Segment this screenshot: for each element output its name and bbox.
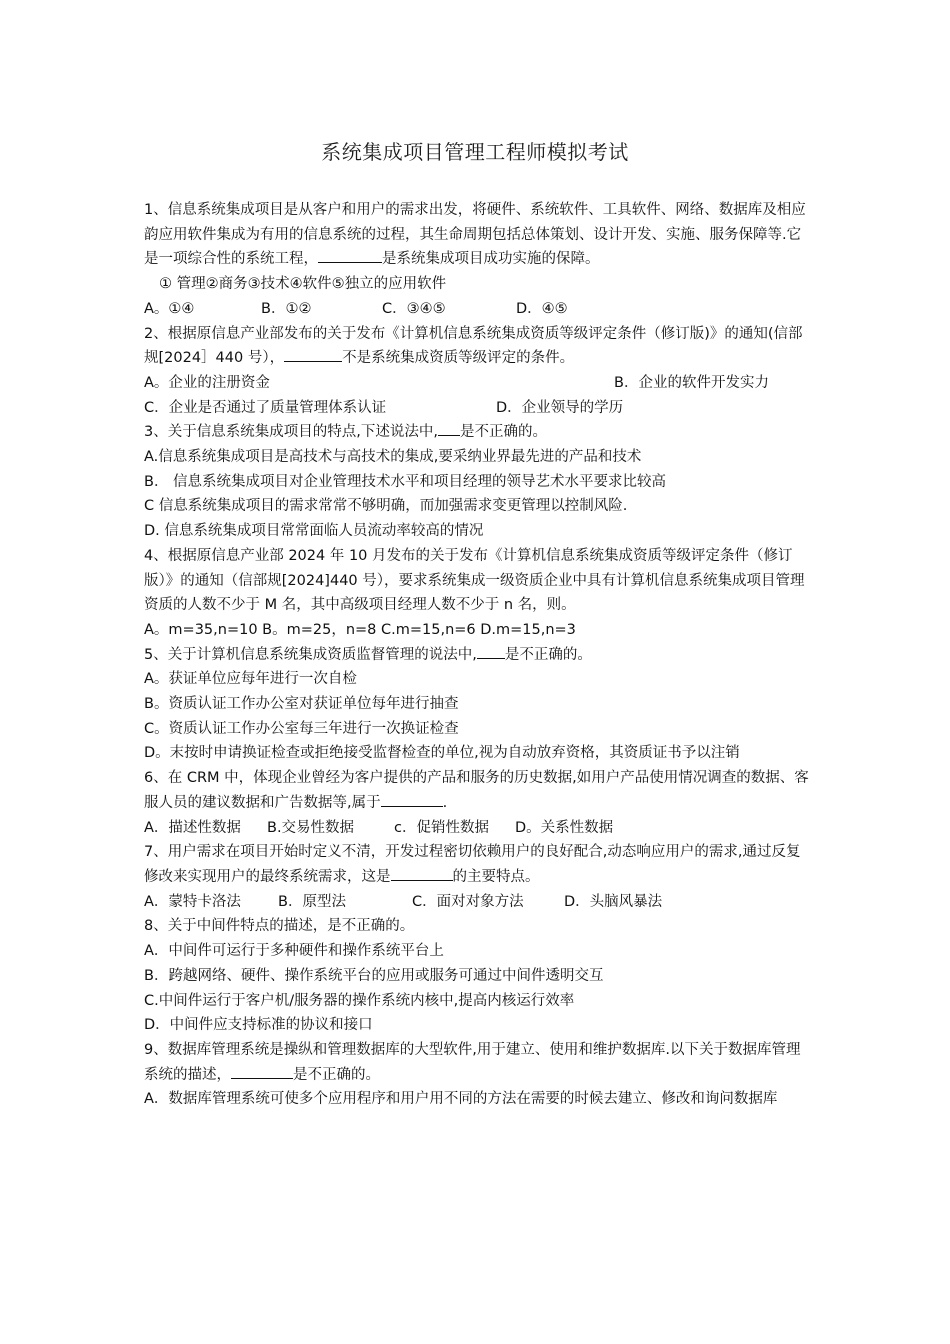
q9-option-a: A．数据库管理系统可使多个应用程序和用户用不同的方法在需要的时候去建立、修改和询问数据库 <box>144 1091 778 1108</box>
q3-stem-start: 3、关于信息系统集成项目的特点,下述说法中, <box>144 424 438 441</box>
q5-option-c: C。资质认证工作办公室每三年进行一次换证检查 <box>144 720 459 737</box>
q7-options <box>144 890 812 915</box>
q5-stem-start: 5、关于计算机信息系统集成资质监督管理的说法中, <box>144 646 477 663</box>
q3-option-b: B． 信息系统集成项目对企业管理技术水平和项目经理的领导艺术水平要求比较高 <box>144 473 667 490</box>
q5-option-d: D。末按时申请换证检查或拒绝接受监督检查的单位,视为自动放弃资格，其资质证书予以注销 <box>144 745 740 762</box>
q1-option-b: B．①② <box>261 300 312 317</box>
page-title: 系统集成项目管理工程师模拟考试 <box>321 140 629 164</box>
q3-stem-end: 是不正确的。 <box>459 424 547 441</box>
q1-option-c: C．③④⑤ <box>382 300 446 317</box>
question-9-stem <box>144 1038 812 1087</box>
q3-option-c: C 信息系统集成项目的需求常常不够明确，而加强需求变更管理以控制风险. <box>144 498 628 515</box>
q2-option-d: D．企业领导的学历 <box>496 399 624 416</box>
q1-option-d: D．④⑤ <box>516 300 568 317</box>
q6-option-d: D。关系性数据 <box>515 819 614 836</box>
question-7-stem <box>144 840 812 889</box>
q8-option-d: D．中间件应支持标准的协议和接口 <box>144 1017 373 1034</box>
question-5-stem <box>144 643 812 668</box>
q5-option-a: A。获证单位应每年进行一次自检 <box>144 671 357 688</box>
answer-blank <box>231 1064 293 1079</box>
q7-option-c: C．面对对象方法 <box>412 893 524 910</box>
q8-option-a: A．中间件可运行于多种硬件和操作系统平台上 <box>144 943 444 960</box>
question-4-stem: 4、根据原信息产业部 2024 年 10 月发布的关于发布《计算机信息系统集成资质等级评定条件（修订版）》的通知（信部规[2024]440 号），要求系统集成一级资质企业中具有计算机信息系统集成项目管理资质的人数不少于 M 名，其中高级项目经理人数不少于 n 名，则。 <box>144 547 805 614</box>
answer-blank <box>284 347 342 362</box>
question-2-stem <box>144 322 812 371</box>
q9-stem-end: 是不正确的。 <box>293 1066 380 1083</box>
q2-option-a: A。企业的注册资金 <box>144 374 270 391</box>
q1-options <box>144 297 812 322</box>
q6-option-a: A．描述性数据 <box>144 819 241 836</box>
q1-items: ① 管理②商务③技术④软件⑤独立的应用软件 <box>159 276 447 293</box>
q6-stem-end: . <box>442 794 448 811</box>
answer-blank <box>477 644 505 659</box>
q7-option-d: D．头脑风暴法 <box>564 893 663 910</box>
answer-blank <box>438 421 460 436</box>
q1-stem-start: 1、信息系统集成项目是从客户和用户的需求出发，将硬件、系统软件、工具软件、网络、数据库及相应韵应用软件集成为有用的信息系统的过程，其生命周期包括总体策划、设计开发、实施、服务保障等.它是一项综合性的系统工程， <box>144 202 806 268</box>
q7-option-b: B．原型法 <box>278 893 346 910</box>
q7-stem-start: 7、用户需求在项目开始时定义不清，开发过程密切依赖用户的良好配合,动态响应用户的需求,通过反复修改来实现用户的最终系统需求，这是 <box>144 844 801 885</box>
q2-stem-end: 不是系统集成资质等级评定的条件。 <box>342 350 575 367</box>
q1-option-a: A。①④ <box>144 300 195 317</box>
q2-stem-start: 2、根据原信息产业部发布的关于发布《计算机信息系统集成资质等级评定条件（修订版)》的通知(信部规[2024］440 号）， <box>144 325 803 367</box>
q1-stem-end: 是系统集成项目成功实施的保障。 <box>382 251 600 268</box>
q2-option-b: B．企业的软件开发实力 <box>614 374 769 391</box>
q3-option-d: D. 信息系统集成项目常常面临人员流动率较高的情况 <box>144 523 484 540</box>
answer-blank <box>381 792 443 807</box>
q9-stem-start: 9、数据库管理系统是操纵和管理数据库的大型软件,用于建立、使用和维护数据库.以下关于数据库管理系统的描述， <box>144 1041 801 1083</box>
q4-options: A。m=35,n=10 B。m=25，n=8 C.m=15,n=6 D.m=15,n=3 <box>144 621 576 638</box>
q5-option-b: B。资质认证工作办公室对获证单位每年进行抽查 <box>144 696 459 713</box>
question-8-stem: 8、关于中间件特点的描述，是不正确的。 <box>144 918 415 935</box>
q8-option-b: B．跨越网络、硬件、操作系统平台的应用或服务可通过中间件透明交互 <box>144 967 604 984</box>
q6-option-b: B.交易性数据 <box>267 819 355 836</box>
answer-blank <box>318 248 382 263</box>
question-1-stem <box>144 198 812 272</box>
question-6-stem <box>144 766 812 815</box>
q7-option-a: A．蒙特卡洛法 <box>144 893 241 910</box>
q2-options-row-1 <box>144 371 812 396</box>
question-3-stem <box>144 420 812 445</box>
q2-option-c: C．企业是否通过了质量管理体系认证 <box>144 399 387 416</box>
q8-option-c: C.中间件运行于客户机/服务器的操作系统内核中,提高内核运行效率 <box>144 992 575 1009</box>
q7-stem-end: 的主要特点。 <box>452 868 540 885</box>
q3-option-a: A.信息系统集成项目是高技术与高技术的集成,要采纳业界最先进的产品和技术 <box>144 449 642 466</box>
q6-option-c: c．促销性数据 <box>394 819 489 836</box>
q2-options-row-2 <box>144 396 812 421</box>
question-list <box>144 198 812 1112</box>
q5-stem-end: 是不正确的。 <box>504 646 592 663</box>
answer-blank <box>391 866 453 881</box>
q6-options <box>144 816 812 841</box>
q6-stem-start: 6、在 CRM 中，体现企业曾经为客户提供的产品和服务的历史数据,如用户产品使用情况调查的数据、客服人员的建议数据和广告数据等,属于 <box>144 770 809 811</box>
